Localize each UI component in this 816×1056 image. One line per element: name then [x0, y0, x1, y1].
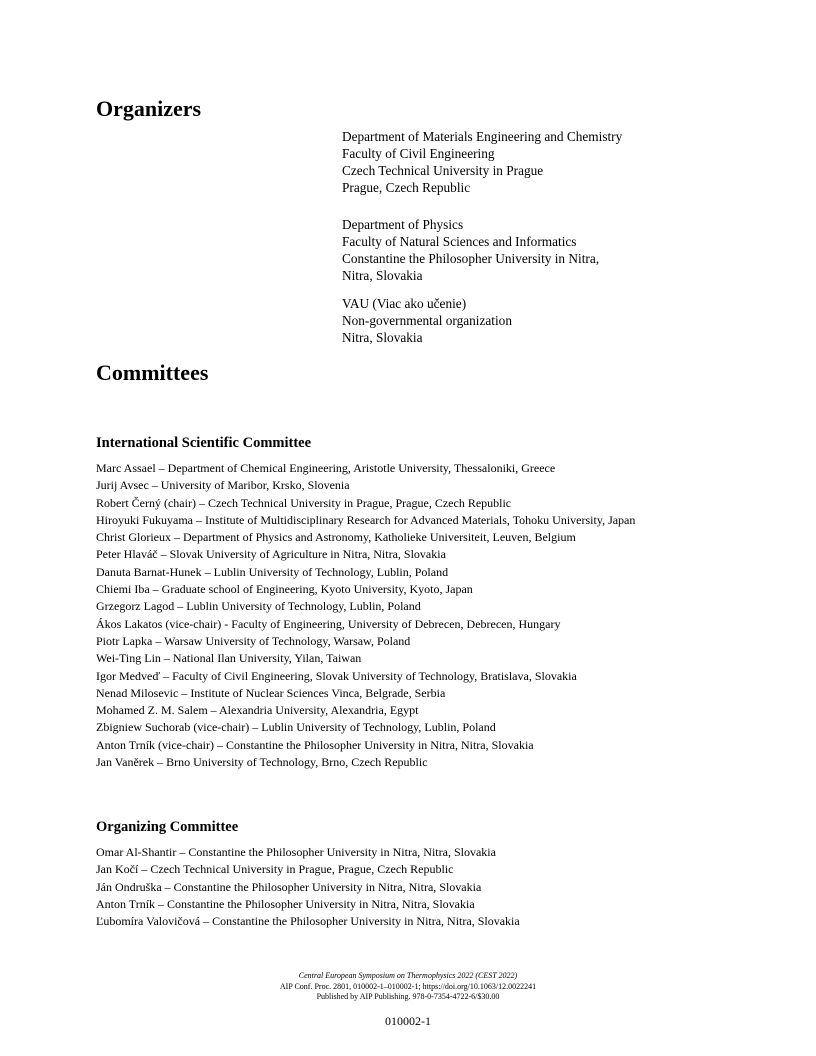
committee-member: Christ Glorieux – Department of Physics and Astronomy, Katholieke Universiteit, Leuven, Belgium	[96, 530, 576, 545]
organizer-line: Non-governmental organization	[342, 313, 512, 328]
organizer-line: Faculty of Civil Engineering	[342, 146, 495, 161]
committee-member: Grzegorz Lagod – Lublin University of Technology, Lublin, Poland	[96, 599, 421, 614]
committee-member: Danuta Barnat-Hunek – Lublin University of Technology, Lublin, Poland	[96, 564, 449, 579]
organizer-line: Prague, Czech Republic	[342, 180, 471, 195]
committee-member: Jurij Avsec – University of Maribor, Krsko, Slovenia	[96, 478, 350, 493]
organizing-committee-heading: Organizing Committee	[96, 819, 239, 835]
committee-member: Anton Trník – Constantine the Philosopher University in Nitra, Nitra, Slovakia	[96, 896, 475, 911]
organizers-heading: Organizers	[96, 96, 202, 121]
committees-heading: Committees	[96, 360, 209, 385]
committee-member: Mohamed Z. M. Salem – Alexandria University, Alexandria, Egypt	[96, 703, 419, 718]
committee-member: Omar Al-Shantir – Constantine the Philosopher University in Nitra, Nitra, Slovakia	[96, 845, 496, 859]
committee-member: Ákos Lakatos (vice-chair) - Faculty of Engineering, University of Debrecen, Debrecen, Hungary	[96, 616, 561, 631]
committee-member: Igor Medveď – Faculty of Civil Engineering, Slovak University of Technology, Bratislava, Slovakia	[96, 668, 577, 683]
committee-member: Zbigniew Suchorab (vice-chair) – Lublin University of Technology, Lublin, Poland	[96, 720, 496, 735]
committee-member: Robert Černý (chair) – Czech Technical University in Prague, Prague, Czech Republic	[96, 495, 512, 510]
footer-conference: Central European Symposium on Thermophysics 2022 (CEST 2022)	[298, 971, 518, 980]
committee-member: Nenad Milosevic – Institute of Nuclear Sciences Vinca, Belgrade, Serbia	[96, 685, 446, 700]
committee-member: Peter Hlaváč – Slovak University of Agriculture in Nitra, Nitra, Slovakia	[96, 547, 446, 562]
organizer-line: Nitra, Slovakia	[342, 268, 423, 283]
organizer-block	[342, 295, 512, 346]
committee-member: Ján Ondruška – Constantine the Philosopher University in Nitra, Nitra, Slovakia	[96, 879, 482, 894]
organizer-line: Department of Materials Engineering and Chemistry	[342, 129, 623, 144]
organizer-line: Constantine the Philosopher University in Nitra,	[342, 251, 600, 266]
organizer-block	[342, 216, 599, 284]
organizer-line: Faculty of Natural Sciences and Informatics	[342, 234, 577, 249]
organizing-committee-list	[96, 844, 520, 930]
organizer-line: Department of Physics	[342, 217, 464, 232]
organizer-line: VAU (Viac ako učenie)	[342, 296, 467, 311]
scientific-committee-list	[96, 460, 635, 771]
organizer-line: Czech Technical University in Prague	[342, 163, 544, 178]
committee-member: Jan Kočí – Czech Technical University in Prague, Prague, Czech Republic	[96, 862, 454, 877]
committee-member: Marc Assael – Department of Chemical Engineering, Aristotle University, Thessaloniki, Greece	[96, 461, 556, 475]
committee-member: Jan Vaněrek – Brno University of Technology, Brno, Czech Republic	[96, 755, 428, 770]
committee-member: Hiroyuki Fukuyama – Institute of Multidisciplinary Research for Advanced Materials, Tohoku University, Japan	[96, 512, 636, 527]
committee-member: Anton Trník (vice-chair) – Constantine the Philosopher University in Nitra, Nitra, Slovakia	[96, 737, 534, 752]
footer-publisher: Published by AIP Publishing. 978-0-7354-4722-6/$30.00	[316, 992, 500, 1001]
committee-member: Wei-Ting Lin – National Ilan University, Yilan, Taiwan	[96, 651, 362, 666]
footer-citation: AIP Conf. Proc. 2801, 010002-1–010002-1; https://doi.org/10.1063/12.0022241	[279, 981, 537, 991]
scientific-committee-heading: International Scientific Committee	[96, 435, 312, 451]
organizer-line: Nitra, Slovakia	[342, 330, 423, 345]
committee-member: Piotr Lapka – Warsaw University of Technology, Warsaw, Poland	[96, 633, 411, 648]
page-number: 010002-1	[385, 1014, 431, 1028]
publication-footer	[0, 971, 816, 1003]
organizer-block	[342, 128, 622, 196]
committee-member: Ľubomíra Valovičová – Constantine the Philosopher University in Nitra, Nitra, Slovakia	[96, 914, 520, 929]
committee-member: Chiemi Iba – Graduate school of Engineering, Kyoto University, Kyoto, Japan	[96, 582, 473, 597]
